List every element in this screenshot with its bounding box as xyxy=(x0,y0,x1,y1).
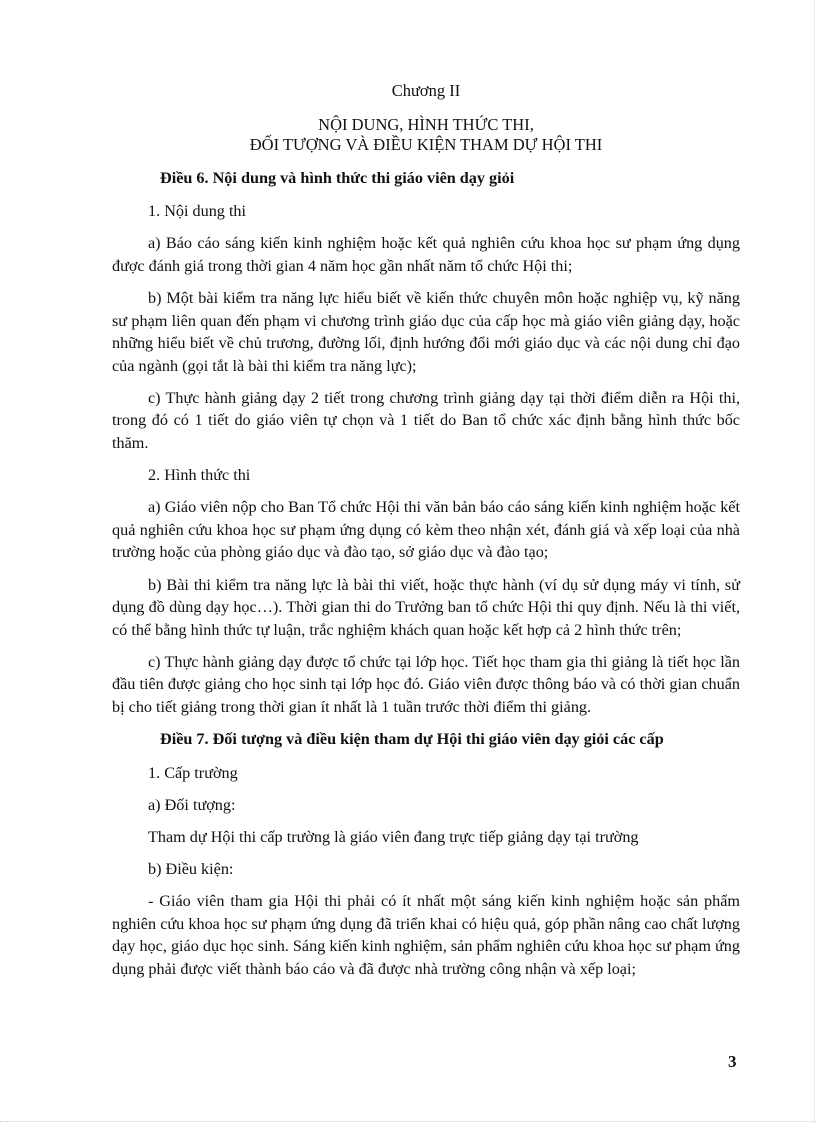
chapter-label: Chương II xyxy=(391,81,461,100)
article-6-section-2-c: c) Thực hành giảng dạy được tổ chức tại lớp học. Tiết học tham gia thi giảng là tiết học lần đầu tiên được giảng cho học sinh tại lớp học đó. Giáo viên được thông báo và có thời gian chuẩn bị cho tiết giảng trong thời gian ít nhất là 1 tuần trước thời điểm thi giảng. xyxy=(112,652,740,716)
article-6-section-1-title: 1. Nội dung thi xyxy=(148,202,247,221)
article-6-title: Điều 6. Nội dung và hình thức thi giáo viên dạy giỏi xyxy=(160,168,515,187)
article-6-section-1-a: a) Báo cáo sáng kiến kinh nghiệm hoặc kết quả nghiên cứu khoa học sư phạm ứng dụng được đánh giá trong thời gian 4 năm học gần nhất năm tổ chức Hội thi; xyxy=(112,234,740,275)
document-page xyxy=(112,80,740,990)
article-7-section-1-title: 1. Cấp trường xyxy=(148,763,238,782)
article-7-subject-text: Tham dự Hội thi cấp trường là giáo viên đang trực tiếp giảng dạy tại trường xyxy=(148,827,639,846)
page-number: 3 xyxy=(728,1052,737,1071)
article-7-title: Điều 7. Đối tượng và điều kiện tham dự Hội thi giáo viên dạy giỏi các cấp xyxy=(160,730,664,749)
article-6-section-1-b: b) Một bài kiểm tra năng lực hiểu biết về kiến thức chuyên môn hoặc nghiệp vụ, kỹ năng sư phạm liên quan đến phạm vi chương trình giáo dục của cấp học mà giáo viên giảng dạy, hoặc những hiểu biết về chủ trương, đường lối, định hướng đổi mới giáo dục và các nội dung chỉ đạo của ngành (gọi tắt là bài thi kiểm tra năng lực); xyxy=(112,288,740,375)
chapter-heading xyxy=(112,115,740,155)
article-6-section-2-b: b) Bài thi kiểm tra năng lực là bài thi viết, hoặc thực hành (ví dụ sử dụng máy vi tính, sử dụng đồ dùng dạy học…). Thời gian thi do Trưởng ban tổ chức Hội thi quy định. Nếu là thi viết, có thể bằng hình thức tự luận, trắc nghiệm khách quan hoặc kết hợp cả 2 hình thức trên; xyxy=(112,575,740,639)
chapter-heading-line-1: NỘI DUNG, HÌNH THỨC THI, xyxy=(318,114,534,134)
article-7-condition-text: - Giáo viên tham gia Hội thi phải có ít nhất một sáng kiến kinh nghiệm hoặc sản phẩm nghiên cứu khoa học sư phạm ứng dụng đã triển khai có hiệu quả, góp phần nâng cao chất lượng dạy học, giáo dục học sinh. Sáng kiến kinh nghiệm, sản phẩm nghiên cứu khoa học sư phạm ứng dụng phải được viết thành báo cáo và đã được nhà trường công nhận và xếp loại; xyxy=(112,892,740,978)
article-7-condition-label: b) Điều kiện: xyxy=(148,859,234,878)
chapter-heading-line-2: ĐỐI TƯỢNG VÀ ĐIỀU KIỆN THAM DỰ HỘI THI xyxy=(249,134,603,154)
article-7-subject-label: a) Đối tượng: xyxy=(148,795,236,814)
article-6-section-2-a: a) Giáo viên nộp cho Ban Tổ chức Hội thi văn bản báo cáo sáng kiến kinh nghiệm hoặc kết quả nghiên cứu khoa học sư phạm ứng dụng có kèm theo nhận xét, đánh giá và xếp loại của nhà trường hoặc của phòng giáo dục và đào tạo, sở giáo dục và đào tạo; xyxy=(112,498,740,562)
article-6-section-1-c: c) Thực hành giảng dạy 2 tiết trong chương trình giảng dạy tại thời điểm diễn ra Hội thi, trong đó có 1 tiết do giáo viên tự chọn và 1 tiết do Ban tổ chức xác định bằng hình thức bốc thăm. xyxy=(112,388,740,453)
article-6-section-2-title: 2. Hình thức thi xyxy=(148,466,251,485)
